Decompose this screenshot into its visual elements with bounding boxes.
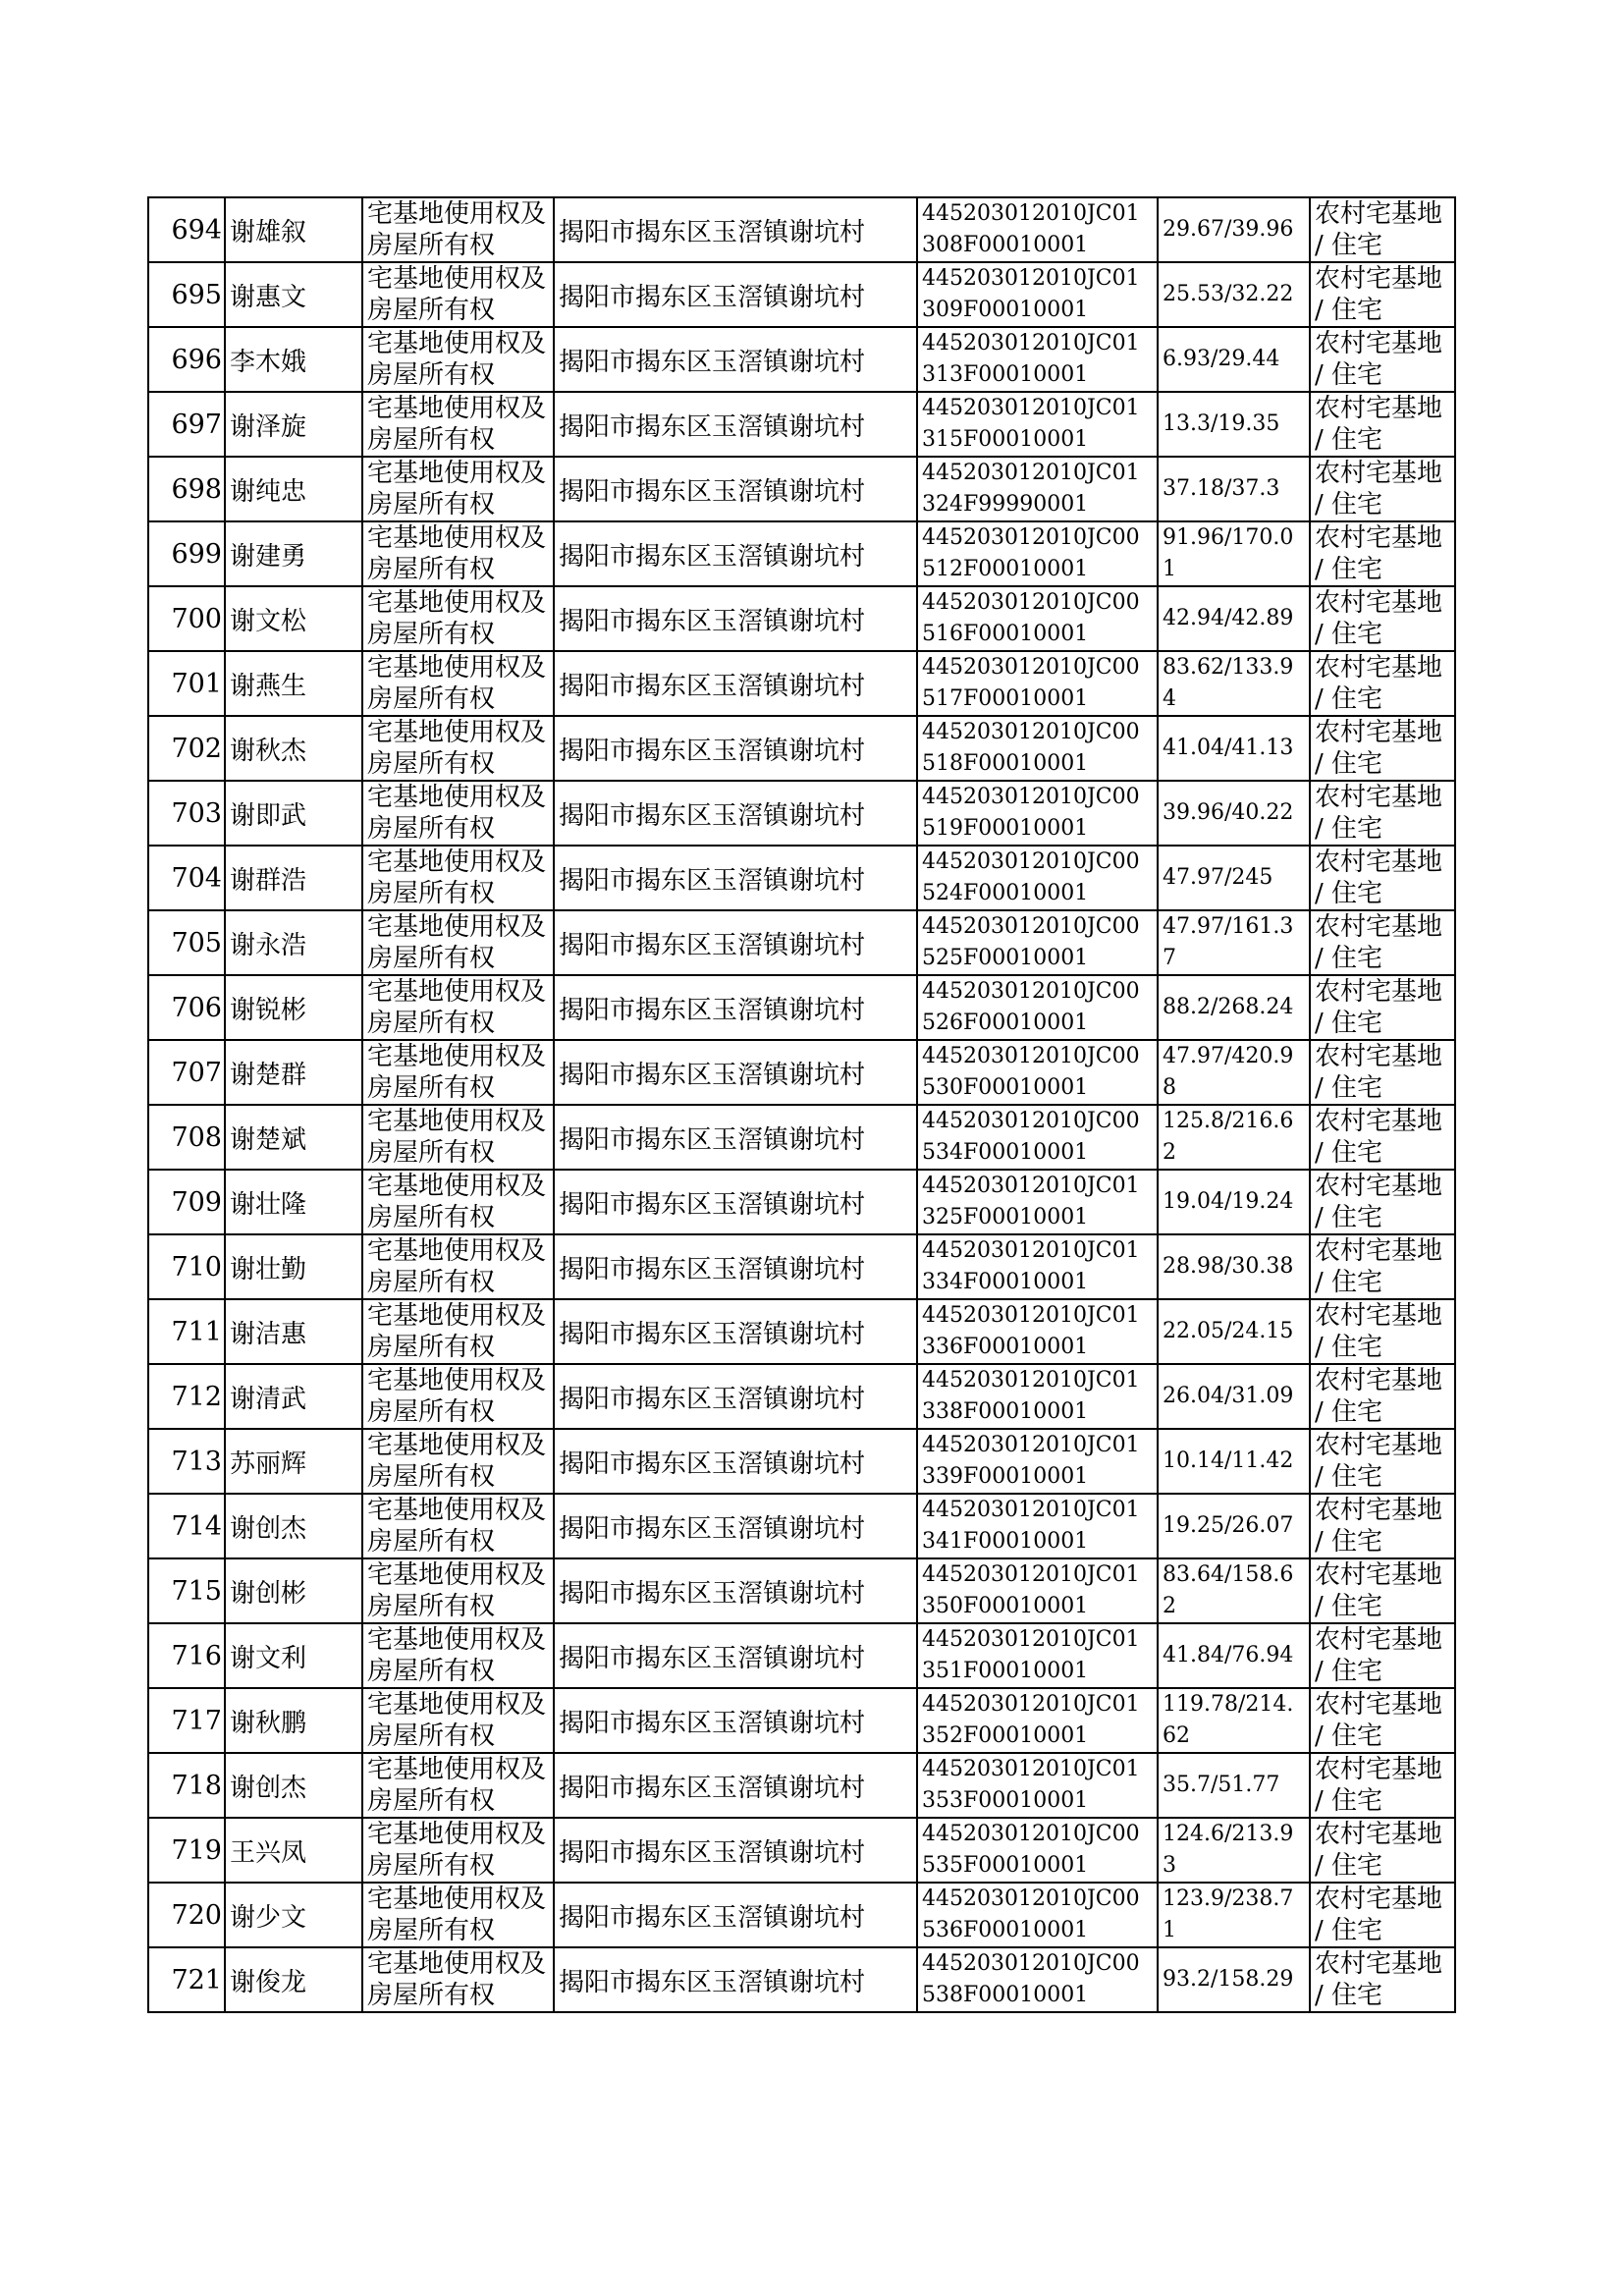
area-value: 47.97/161.37: [1158, 910, 1310, 975]
right-type: 宅基地使用权及房屋所有权: [362, 1170, 554, 1234]
record-number: 707: [148, 1040, 225, 1105]
land-usage: 农村宅基地 / 住宅: [1310, 1818, 1455, 1883]
record-number: 696: [148, 327, 225, 392]
area-value: 35.7/51.77: [1158, 1753, 1310, 1818]
table-body: [148, 197, 1455, 2012]
table-row: [148, 781, 1455, 846]
owner-name: 谢文利: [225, 1623, 362, 1688]
land-usage: 农村宅基地 / 住宅: [1310, 262, 1455, 327]
right-type: 宅基地使用权及房屋所有权: [362, 716, 554, 781]
right-type: 宅基地使用权及房屋所有权: [362, 457, 554, 521]
property-location: 揭阳市揭东区玉滘镇谢坑村: [554, 1623, 917, 1688]
right-type: 宅基地使用权及房屋所有权: [362, 1234, 554, 1299]
property-location: 揭阳市揭东区玉滘镇谢坑村: [554, 1558, 917, 1623]
right-type: 宅基地使用权及房屋所有权: [362, 1883, 554, 1947]
table-row: [148, 262, 1455, 327]
right-type: 宅基地使用权及房屋所有权: [362, 1818, 554, 1883]
area-value: 19.25/26.07: [1158, 1494, 1310, 1558]
right-type: 宅基地使用权及房屋所有权: [362, 392, 554, 457]
land-usage: 农村宅基地 / 住宅: [1310, 1105, 1455, 1170]
record-number: 708: [148, 1105, 225, 1170]
record-number: 709: [148, 1170, 225, 1234]
owner-name: 谢文松: [225, 586, 362, 651]
area-value: 41.84/76.94: [1158, 1623, 1310, 1688]
property-location: 揭阳市揭东区玉滘镇谢坑村: [554, 586, 917, 651]
owner-name: 谢秋鹏: [225, 1688, 362, 1753]
area-value: 124.6/213.93: [1158, 1818, 1310, 1883]
table-row: [148, 1688, 1455, 1753]
owner-name: 王兴凤: [225, 1818, 362, 1883]
table-row: [148, 1429, 1455, 1494]
record-number: 706: [148, 975, 225, 1040]
area-value: 13.3/19.35: [1158, 392, 1310, 457]
land-usage: 农村宅基地 / 住宅: [1310, 1947, 1455, 2012]
property-location: 揭阳市揭东区玉滘镇谢坑村: [554, 1753, 917, 1818]
unit-code: 445203012010JC01350F00010001: [917, 1558, 1158, 1623]
area-value: 6.93/29.44: [1158, 327, 1310, 392]
property-location: 揭阳市揭东区玉滘镇谢坑村: [554, 1818, 917, 1883]
area-value: 88.2/268.24: [1158, 975, 1310, 1040]
right-type: 宅基地使用权及房屋所有权: [362, 1947, 554, 2012]
unit-code: 445203012010JC01325F00010001: [917, 1170, 1158, 1234]
record-number: 695: [148, 262, 225, 327]
land-usage: 农村宅基地 / 住宅: [1310, 1688, 1455, 1753]
property-location: 揭阳市揭东区玉滘镇谢坑村: [554, 1947, 917, 2012]
property-location: 揭阳市揭东区玉滘镇谢坑村: [554, 1494, 917, 1558]
owner-name: 谢即武: [225, 781, 362, 846]
record-number: 702: [148, 716, 225, 781]
area-value: 22.05/24.15: [1158, 1299, 1310, 1364]
property-location: 揭阳市揭东区玉滘镇谢坑村: [554, 1299, 917, 1364]
record-number: 703: [148, 781, 225, 846]
owner-name: 谢锐彬: [225, 975, 362, 1040]
property-location: 揭阳市揭东区玉滘镇谢坑村: [554, 327, 917, 392]
property-location: 揭阳市揭东区玉滘镇谢坑村: [554, 1105, 917, 1170]
owner-name: 谢群浩: [225, 846, 362, 910]
registration-table: [147, 196, 1456, 2013]
land-usage: 农村宅基地 / 住宅: [1310, 392, 1455, 457]
property-location: 揭阳市揭东区玉滘镇谢坑村: [554, 392, 917, 457]
record-number: 720: [148, 1883, 225, 1947]
record-number: 718: [148, 1753, 225, 1818]
property-location: 揭阳市揭东区玉滘镇谢坑村: [554, 846, 917, 910]
right-type: 宅基地使用权及房屋所有权: [362, 975, 554, 1040]
area-value: 29.67/39.96: [1158, 197, 1310, 262]
unit-code: 445203012010JC00535F00010001: [917, 1818, 1158, 1883]
area-value: 93.2/158.29: [1158, 1947, 1310, 2012]
property-location: 揭阳市揭东区玉滘镇谢坑村: [554, 197, 917, 262]
right-type: 宅基地使用权及房屋所有权: [362, 1494, 554, 1558]
table-row: [148, 521, 1455, 586]
table-row: [148, 1883, 1455, 1947]
right-type: 宅基地使用权及房屋所有权: [362, 1623, 554, 1688]
unit-code: 445203012010JC00526F00010001: [917, 975, 1158, 1040]
right-type: 宅基地使用权及房屋所有权: [362, 1040, 554, 1105]
property-location: 揭阳市揭东区玉滘镇谢坑村: [554, 1688, 917, 1753]
area-value: 47.97/245: [1158, 846, 1310, 910]
land-usage: 农村宅基地 / 住宅: [1310, 1623, 1455, 1688]
owner-name: 谢创彬: [225, 1558, 362, 1623]
record-number: 694: [148, 197, 225, 262]
land-usage: 农村宅基地 / 住宅: [1310, 1494, 1455, 1558]
table-row: [148, 716, 1455, 781]
record-number: 711: [148, 1299, 225, 1364]
right-type: 宅基地使用权及房屋所有权: [362, 1753, 554, 1818]
unit-code: 445203012010JC01353F00010001: [917, 1753, 1158, 1818]
record-number: 700: [148, 586, 225, 651]
unit-code: 445203012010JC01324F99990001: [917, 457, 1158, 521]
unit-code: 445203012010JC01341F00010001: [917, 1494, 1158, 1558]
property-location: 揭阳市揭东区玉滘镇谢坑村: [554, 1234, 917, 1299]
land-usage: 农村宅基地 / 住宅: [1310, 975, 1455, 1040]
unit-code: 445203012010JC00518F00010001: [917, 716, 1158, 781]
unit-code: 445203012010JC01334F00010001: [917, 1234, 1158, 1299]
owner-name: 谢俊龙: [225, 1947, 362, 2012]
area-value: 123.9/238.71: [1158, 1883, 1310, 1947]
table-row: [148, 586, 1455, 651]
owner-name: 谢清武: [225, 1364, 362, 1429]
property-location: 揭阳市揭东区玉滘镇谢坑村: [554, 910, 917, 975]
table-row: [148, 1364, 1455, 1429]
unit-code: 445203012010JC00530F00010001: [917, 1040, 1158, 1105]
land-usage: 农村宅基地 / 住宅: [1310, 327, 1455, 392]
unit-code: 445203012010JC00524F00010001: [917, 846, 1158, 910]
land-usage: 农村宅基地 / 住宅: [1310, 781, 1455, 846]
area-value: 25.53/32.22: [1158, 262, 1310, 327]
right-type: 宅基地使用权及房屋所有权: [362, 1105, 554, 1170]
table-row: [148, 910, 1455, 975]
table-row: [148, 197, 1455, 262]
owner-name: 李木娥: [225, 327, 362, 392]
property-location: 揭阳市揭东区玉滘镇谢坑村: [554, 1883, 917, 1947]
owner-name: 谢壮隆: [225, 1170, 362, 1234]
right-type: 宅基地使用权及房屋所有权: [362, 586, 554, 651]
record-number: 719: [148, 1818, 225, 1883]
table-row: [148, 457, 1455, 521]
unit-code: 445203012010JC00519F00010001: [917, 781, 1158, 846]
record-number: 699: [148, 521, 225, 586]
property-location: 揭阳市揭东区玉滘镇谢坑村: [554, 1040, 917, 1105]
table-row: [148, 1040, 1455, 1105]
land-usage: 农村宅基地 / 住宅: [1310, 457, 1455, 521]
table-row: [148, 1623, 1455, 1688]
land-usage: 农村宅基地 / 住宅: [1310, 197, 1455, 262]
record-number: 697: [148, 392, 225, 457]
property-location: 揭阳市揭东区玉滘镇谢坑村: [554, 457, 917, 521]
right-type: 宅基地使用权及房屋所有权: [362, 1688, 554, 1753]
area-value: 119.78/214.62: [1158, 1688, 1310, 1753]
table-row: [148, 1170, 1455, 1234]
right-type: 宅基地使用权及房屋所有权: [362, 197, 554, 262]
land-usage: 农村宅基地 / 住宅: [1310, 1234, 1455, 1299]
table-row: [148, 651, 1455, 716]
land-usage: 农村宅基地 / 住宅: [1310, 1299, 1455, 1364]
right-type: 宅基地使用权及房屋所有权: [362, 846, 554, 910]
land-usage: 农村宅基地 / 住宅: [1310, 651, 1455, 716]
table-row: [148, 1818, 1455, 1883]
unit-code: 445203012010JC00538F00010001: [917, 1947, 1158, 2012]
record-number: 713: [148, 1429, 225, 1494]
record-number: 715: [148, 1558, 225, 1623]
land-usage: 农村宅基地 / 住宅: [1310, 1753, 1455, 1818]
unit-code: 445203012010JC01308F00010001: [917, 197, 1158, 262]
right-type: 宅基地使用权及房屋所有权: [362, 651, 554, 716]
area-value: 91.96/170.01: [1158, 521, 1310, 586]
owner-name: 谢洁惠: [225, 1299, 362, 1364]
unit-code: 445203012010JC00517F00010001: [917, 651, 1158, 716]
area-value: 83.64/158.62: [1158, 1558, 1310, 1623]
area-value: 19.04/19.24: [1158, 1170, 1310, 1234]
table-row: [148, 1234, 1455, 1299]
owner-name: 谢少文: [225, 1883, 362, 1947]
table-row: [148, 1299, 1455, 1364]
owner-name: 谢永浩: [225, 910, 362, 975]
right-type: 宅基地使用权及房屋所有权: [362, 1558, 554, 1623]
land-usage: 农村宅基地 / 住宅: [1310, 1364, 1455, 1429]
unit-code: 445203012010JC00525F00010001: [917, 910, 1158, 975]
unit-code: 445203012010JC00516F00010001: [917, 586, 1158, 651]
right-type: 宅基地使用权及房屋所有权: [362, 521, 554, 586]
land-usage: 农村宅基地 / 住宅: [1310, 716, 1455, 781]
land-usage: 农村宅基地 / 住宅: [1310, 586, 1455, 651]
property-location: 揭阳市揭东区玉滘镇谢坑村: [554, 716, 917, 781]
right-type: 宅基地使用权及房屋所有权: [362, 1429, 554, 1494]
unit-code: 445203012010JC00536F00010001: [917, 1883, 1158, 1947]
area-value: 28.98/30.38: [1158, 1234, 1310, 1299]
table-row: [148, 846, 1455, 910]
owner-name: 谢秋杰: [225, 716, 362, 781]
property-location: 揭阳市揭东区玉滘镇谢坑村: [554, 262, 917, 327]
owner-name: 谢燕生: [225, 651, 362, 716]
right-type: 宅基地使用权及房屋所有权: [362, 781, 554, 846]
unit-code: 445203012010JC00512F00010001: [917, 521, 1158, 586]
table-row: [148, 327, 1455, 392]
area-value: 42.94/42.89: [1158, 586, 1310, 651]
property-location: 揭阳市揭东区玉滘镇谢坑村: [554, 521, 917, 586]
owner-name: 谢建勇: [225, 521, 362, 586]
owner-name: 谢壮勤: [225, 1234, 362, 1299]
property-location: 揭阳市揭东区玉滘镇谢坑村: [554, 651, 917, 716]
record-number: 701: [148, 651, 225, 716]
right-type: 宅基地使用权及房屋所有权: [362, 262, 554, 327]
owner-name: 谢楚斌: [225, 1105, 362, 1170]
property-location: 揭阳市揭东区玉滘镇谢坑村: [554, 1364, 917, 1429]
land-usage: 农村宅基地 / 住宅: [1310, 846, 1455, 910]
land-usage: 农村宅基地 / 住宅: [1310, 910, 1455, 975]
table-row: [148, 1494, 1455, 1558]
land-usage: 农村宅基地 / 住宅: [1310, 1170, 1455, 1234]
area-value: 26.04/31.09: [1158, 1364, 1310, 1429]
table-row: [148, 1558, 1455, 1623]
unit-code: 445203012010JC01309F00010001: [917, 262, 1158, 327]
record-number: 717: [148, 1688, 225, 1753]
area-value: 47.97/420.98: [1158, 1040, 1310, 1105]
unit-code: 445203012010JC01338F00010001: [917, 1364, 1158, 1429]
record-number: 698: [148, 457, 225, 521]
land-usage: 农村宅基地 / 住宅: [1310, 1040, 1455, 1105]
area-value: 125.8/216.62: [1158, 1105, 1310, 1170]
record-number: 716: [148, 1623, 225, 1688]
unit-code: 445203012010JC01352F00010001: [917, 1688, 1158, 1753]
record-number: 704: [148, 846, 225, 910]
owner-name: 谢惠文: [225, 262, 362, 327]
owner-name: 谢创杰: [225, 1753, 362, 1818]
record-number: 714: [148, 1494, 225, 1558]
unit-code: 445203012010JC01336F00010001: [917, 1299, 1158, 1364]
table-row: [148, 975, 1455, 1040]
property-location: 揭阳市揭东区玉滘镇谢坑村: [554, 781, 917, 846]
unit-code: 445203012010JC01315F00010001: [917, 392, 1158, 457]
record-number: 705: [148, 910, 225, 975]
unit-code: 445203012010JC01351F00010001: [917, 1623, 1158, 1688]
owner-name: 谢雄叙: [225, 197, 362, 262]
owner-name: 苏丽辉: [225, 1429, 362, 1494]
owner-name: 谢创杰: [225, 1494, 362, 1558]
area-value: 10.14/11.42: [1158, 1429, 1310, 1494]
unit-code: 445203012010JC01313F00010001: [917, 327, 1158, 392]
owner-name: 谢泽旋: [225, 392, 362, 457]
land-usage: 农村宅基地 / 住宅: [1310, 1883, 1455, 1947]
property-location: 揭阳市揭东区玉滘镇谢坑村: [554, 975, 917, 1040]
land-usage: 农村宅基地 / 住宅: [1310, 1429, 1455, 1494]
property-location: 揭阳市揭东区玉滘镇谢坑村: [554, 1170, 917, 1234]
table-row: [148, 1947, 1455, 2012]
record-number: 710: [148, 1234, 225, 1299]
owner-name: 谢纯忠: [225, 457, 362, 521]
area-value: 39.96/40.22: [1158, 781, 1310, 846]
area-value: 83.62/133.94: [1158, 651, 1310, 716]
table-row: [148, 1105, 1455, 1170]
land-usage: 农村宅基地 / 住宅: [1310, 521, 1455, 586]
property-location: 揭阳市揭东区玉滘镇谢坑村: [554, 1429, 917, 1494]
owner-name: 谢楚群: [225, 1040, 362, 1105]
area-value: 37.18/37.3: [1158, 457, 1310, 521]
unit-code: 445203012010JC00534F00010001: [917, 1105, 1158, 1170]
right-type: 宅基地使用权及房屋所有权: [362, 1299, 554, 1364]
table-row: [148, 1753, 1455, 1818]
right-type: 宅基地使用权及房屋所有权: [362, 910, 554, 975]
right-type: 宅基地使用权及房屋所有权: [362, 327, 554, 392]
record-number: 712: [148, 1364, 225, 1429]
land-usage: 农村宅基地 / 住宅: [1310, 1558, 1455, 1623]
unit-code: 445203012010JC01339F00010001: [917, 1429, 1158, 1494]
record-number: 721: [148, 1947, 225, 2012]
table-row: [148, 392, 1455, 457]
area-value: 41.04/41.13: [1158, 716, 1310, 781]
right-type: 宅基地使用权及房屋所有权: [362, 1364, 554, 1429]
